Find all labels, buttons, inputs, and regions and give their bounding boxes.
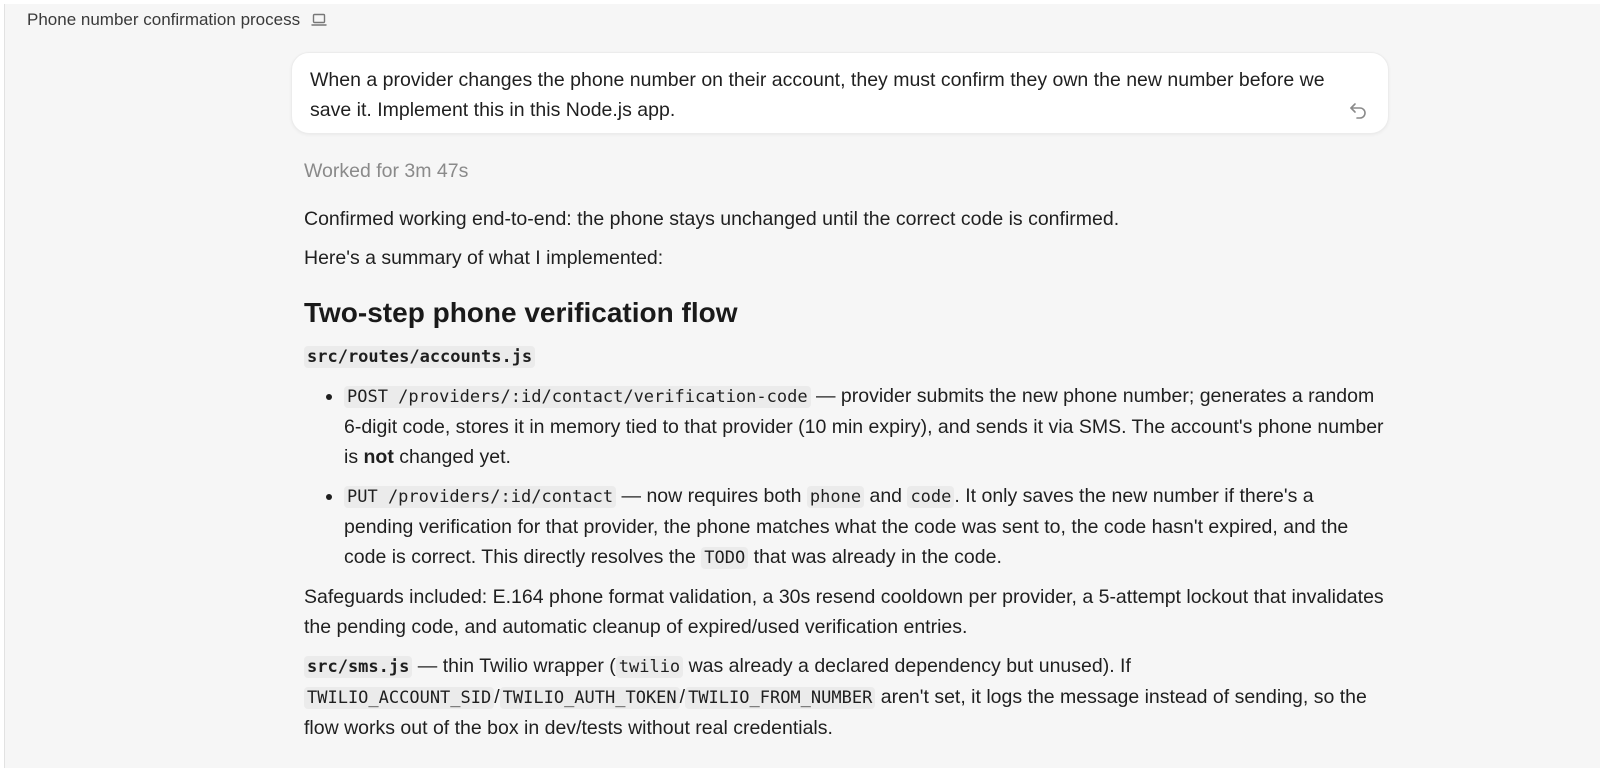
file-path-accounts: src/routes/accounts.js [304,346,535,368]
from-number-code: TWILIO_FROM_NUMBER [685,687,875,709]
sms-paragraph [304,651,1384,743]
sms-text-b: was already a declared dependency but unused). If [683,655,1131,677]
undo-icon[interactable] [1348,99,1368,119]
todo-code: TODO [701,547,748,569]
code-code: code [907,486,954,508]
sms-text-c: aren't set, it logs the message instead of sending, so the flow works out of the box in dev/tests without real credentials. [304,686,1367,739]
sms-sep-1: / [494,686,500,708]
auth-token-code: TWILIO_AUTH_TOKEN [500,687,680,709]
assistant-response [304,156,1384,752]
twilio-code: twilio [616,656,683,678]
list-item-post [344,381,1384,472]
put-desc-b: and [864,485,908,507]
put-endpoint-code: PUT /providers/:id/contact [344,486,616,508]
phone-code: phone [807,486,864,508]
file-label-accounts [304,341,1384,372]
laptop-icon[interactable] [310,11,328,29]
conversation-header [27,10,328,30]
post-desc-b: changed yet. [393,446,511,468]
conversation-title: Phone number confirmation process [27,10,301,29]
response-intro-2: Here's a summary of what I implemented: [304,247,664,269]
put-desc-c: . It only saves the new number if there's a pending verification for that provider, the phone matches what the code was sent to, the code hasn't expired, and the code is correct. This directly resolves the [344,485,1349,568]
sms-text-a: — thin Twilio wrapper ( [412,655,616,677]
section-heading: Two-step phone verification flow [304,297,738,328]
file-path-sms: src/sms.js [304,656,412,678]
post-desc-a: — provider submits the new phone number; generates a random 6-digit code, stores it in memory tied to that provider (10 min expiry), and sends it via SMS. The account's phone number is [344,385,1384,468]
endpoint-list [304,381,1384,573]
sms-sep-2: / [679,686,686,708]
user-message-text: When a provider changes the phone number on their account, they must confirm they own the new number before we save it. Implement this in this Node.js app. [310,69,1325,121]
worked-duration[interactable]: Worked for 3m 47s [304,160,469,182]
post-desc-bold: not [363,446,394,468]
list-item-put [344,481,1384,573]
put-desc-d: that was already in the code. [748,546,1002,568]
response-intro-1: Confirmed working end-to-end: the phone stays unchanged until the correct code is confirmed. [304,208,1120,230]
chat-window [4,4,1600,768]
put-desc-a: — now requires both [616,485,807,507]
account-sid-code: TWILIO_ACCOUNT_SID [304,687,494,709]
safeguards-paragraph: Safeguards included: E.164 phone format validation, a 30s resend cooldown per provider, a 5-attempt lockout that invalidates the pending code, and automatic cleanup of expired/used verification entries. [304,586,1384,638]
post-endpoint-code: POST /providers/:id/contact/verification-code [344,386,811,408]
user-message-bubble [291,52,1389,134]
